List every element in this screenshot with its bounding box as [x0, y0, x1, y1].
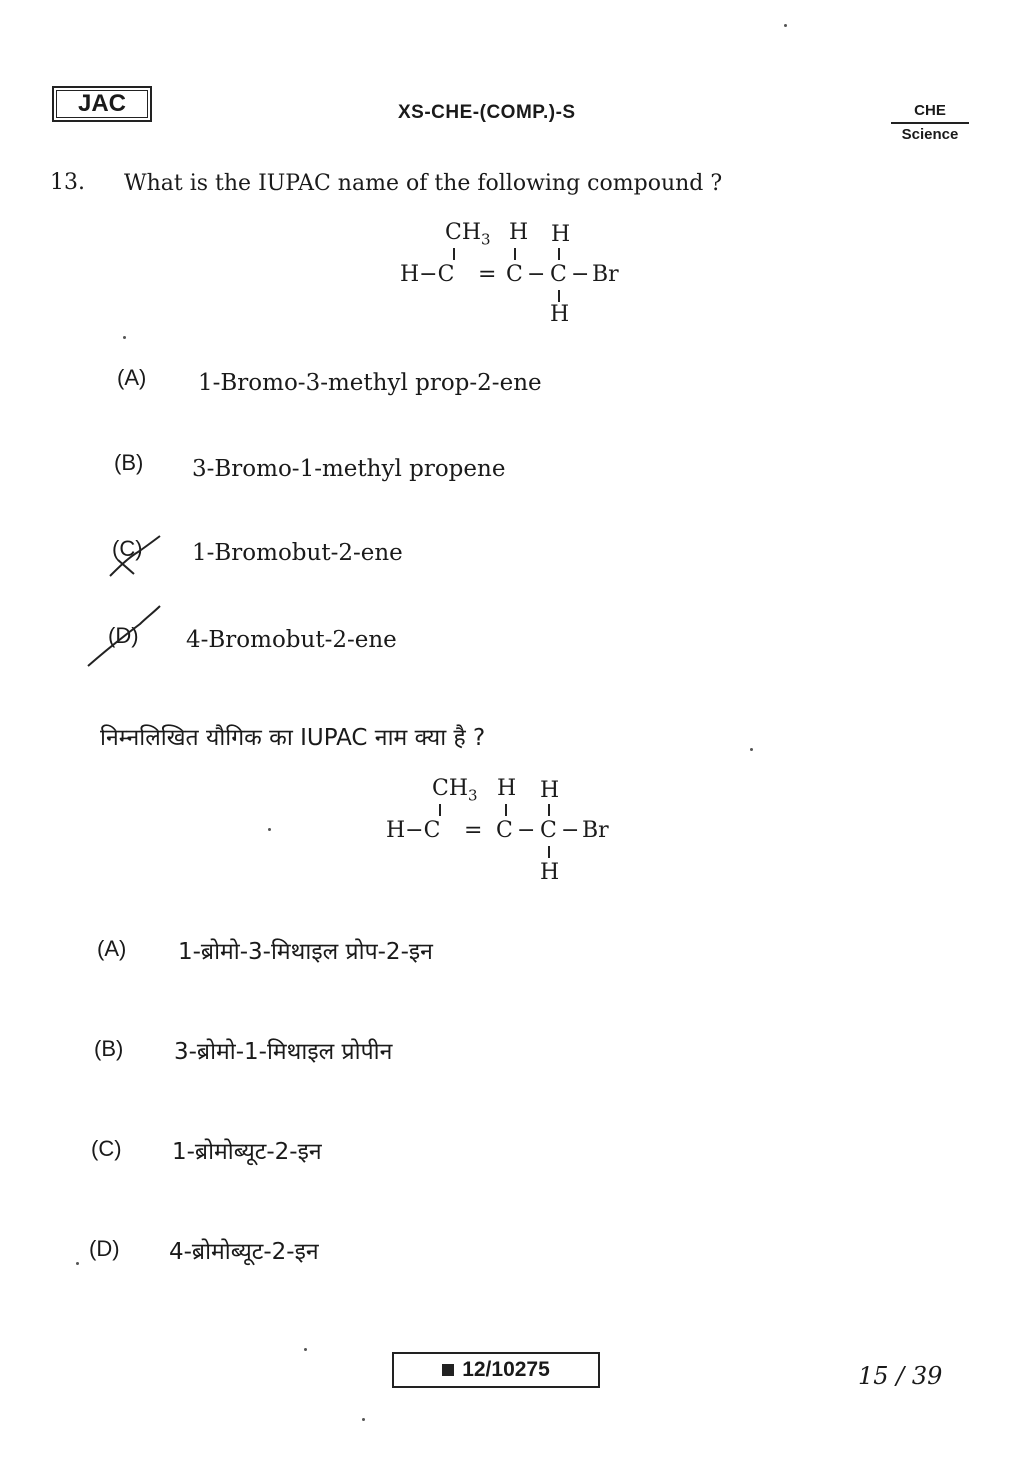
option-a-text-hi: 1-ब्रोमो-3-मिथाइल प्रोप-2-इन — [178, 939, 433, 965]
bromine: Br — [592, 262, 619, 287]
logo-text: JAC — [77, 90, 126, 117]
option-a-letter: (A) — [117, 365, 147, 390]
option-c-text-hi: 1-ब्रोमोब्यूट-2-इन — [172, 1139, 322, 1165]
option-a-letter-hi: (A) — [97, 936, 127, 961]
h-top-2: H — [540, 778, 560, 803]
option-c-strike-mark — [104, 530, 164, 582]
page-number: 15 / 39 — [858, 1362, 943, 1390]
square-bullet-icon — [442, 1364, 454, 1376]
scan-speck — [304, 1348, 307, 1351]
subject-top: CHE — [891, 100, 969, 124]
option-d-letter-hi: (D) — [89, 1236, 120, 1261]
subject-bottom: Science — [901, 126, 959, 143]
paper-code: XS-CHE-(COMP.)-S — [398, 102, 576, 123]
h-bottom: H — [550, 302, 570, 327]
structure-hi — [386, 774, 626, 886]
bond-vertical — [558, 290, 560, 302]
bond-vertical — [514, 248, 516, 260]
bromine: Br — [582, 818, 609, 843]
scan-speck — [268, 828, 271, 831]
roll-code-box — [392, 1352, 600, 1388]
option-b-text-hi: 3-ब्रोमो-1-मिथाइल प्रोपीन — [174, 1039, 393, 1065]
option-d-text-hi: 4-ब्रोमोब्यूट-2-इन — [169, 1239, 319, 1265]
option-c-letter-hi: (C) — [91, 1136, 122, 1161]
option-c-letter: (C) — [112, 536, 143, 561]
h-top-2: H — [551, 222, 571, 247]
question-text-hi: निम्नलिखित यौगिक का IUPAC नाम क्या है ? — [100, 725, 486, 751]
bond-vertical — [439, 804, 441, 816]
single-bond: − — [517, 818, 536, 843]
double-bond: = — [464, 818, 483, 843]
option-d-text: 4-Bromobut-2-ene — [186, 627, 397, 653]
jac-logo — [52, 86, 152, 122]
scan-speck — [123, 336, 126, 339]
structure-en — [398, 218, 638, 330]
double-bond: = — [478, 262, 497, 287]
single-bond: − — [571, 262, 590, 287]
scan-speck — [76, 1262, 79, 1265]
bond-vertical — [558, 248, 560, 260]
ch3-label: $CH_3$ — [432, 776, 478, 805]
carbon: C — [506, 262, 523, 287]
roll-code: 12/10275 — [462, 1358, 550, 1381]
bond-vertical — [505, 804, 507, 816]
option-b-letter-hi: (B) — [94, 1036, 124, 1061]
option-a-text: 1-Bromo-3-methyl prop-2-ene — [198, 370, 542, 396]
h-c-prefix: H−C — [386, 818, 441, 843]
single-bond: − — [527, 262, 546, 287]
carbon: C — [550, 262, 567, 287]
h-top-1: H — [509, 220, 529, 245]
h-bottom: H — [540, 860, 560, 885]
option-d-strike-mark — [84, 602, 164, 672]
option-d-letter: (D) — [108, 623, 139, 648]
scan-speck — [362, 1418, 365, 1421]
bond-vertical — [453, 248, 455, 260]
carbon: C — [540, 818, 557, 843]
single-bond: − — [561, 818, 580, 843]
ch3-label: $CH_3$ — [445, 220, 491, 249]
h-top-1: H — [497, 776, 517, 801]
scan-speck — [784, 24, 787, 27]
option-b-letter: (B) — [114, 450, 144, 475]
question-text-en: What is the IUPAC name of the following compound ? — [124, 171, 723, 196]
option-b-text: 3-Bromo-1-methyl propene — [192, 456, 506, 482]
bond-vertical — [548, 804, 550, 816]
scan-speck — [750, 748, 753, 751]
question-number: 13. — [50, 170, 85, 195]
h-c-prefix: H−C — [400, 262, 455, 287]
bond-vertical — [548, 846, 550, 858]
option-c-text: 1-Bromobut-2-ene — [192, 540, 403, 566]
subject-label — [880, 100, 980, 146]
carbon: C — [496, 818, 513, 843]
